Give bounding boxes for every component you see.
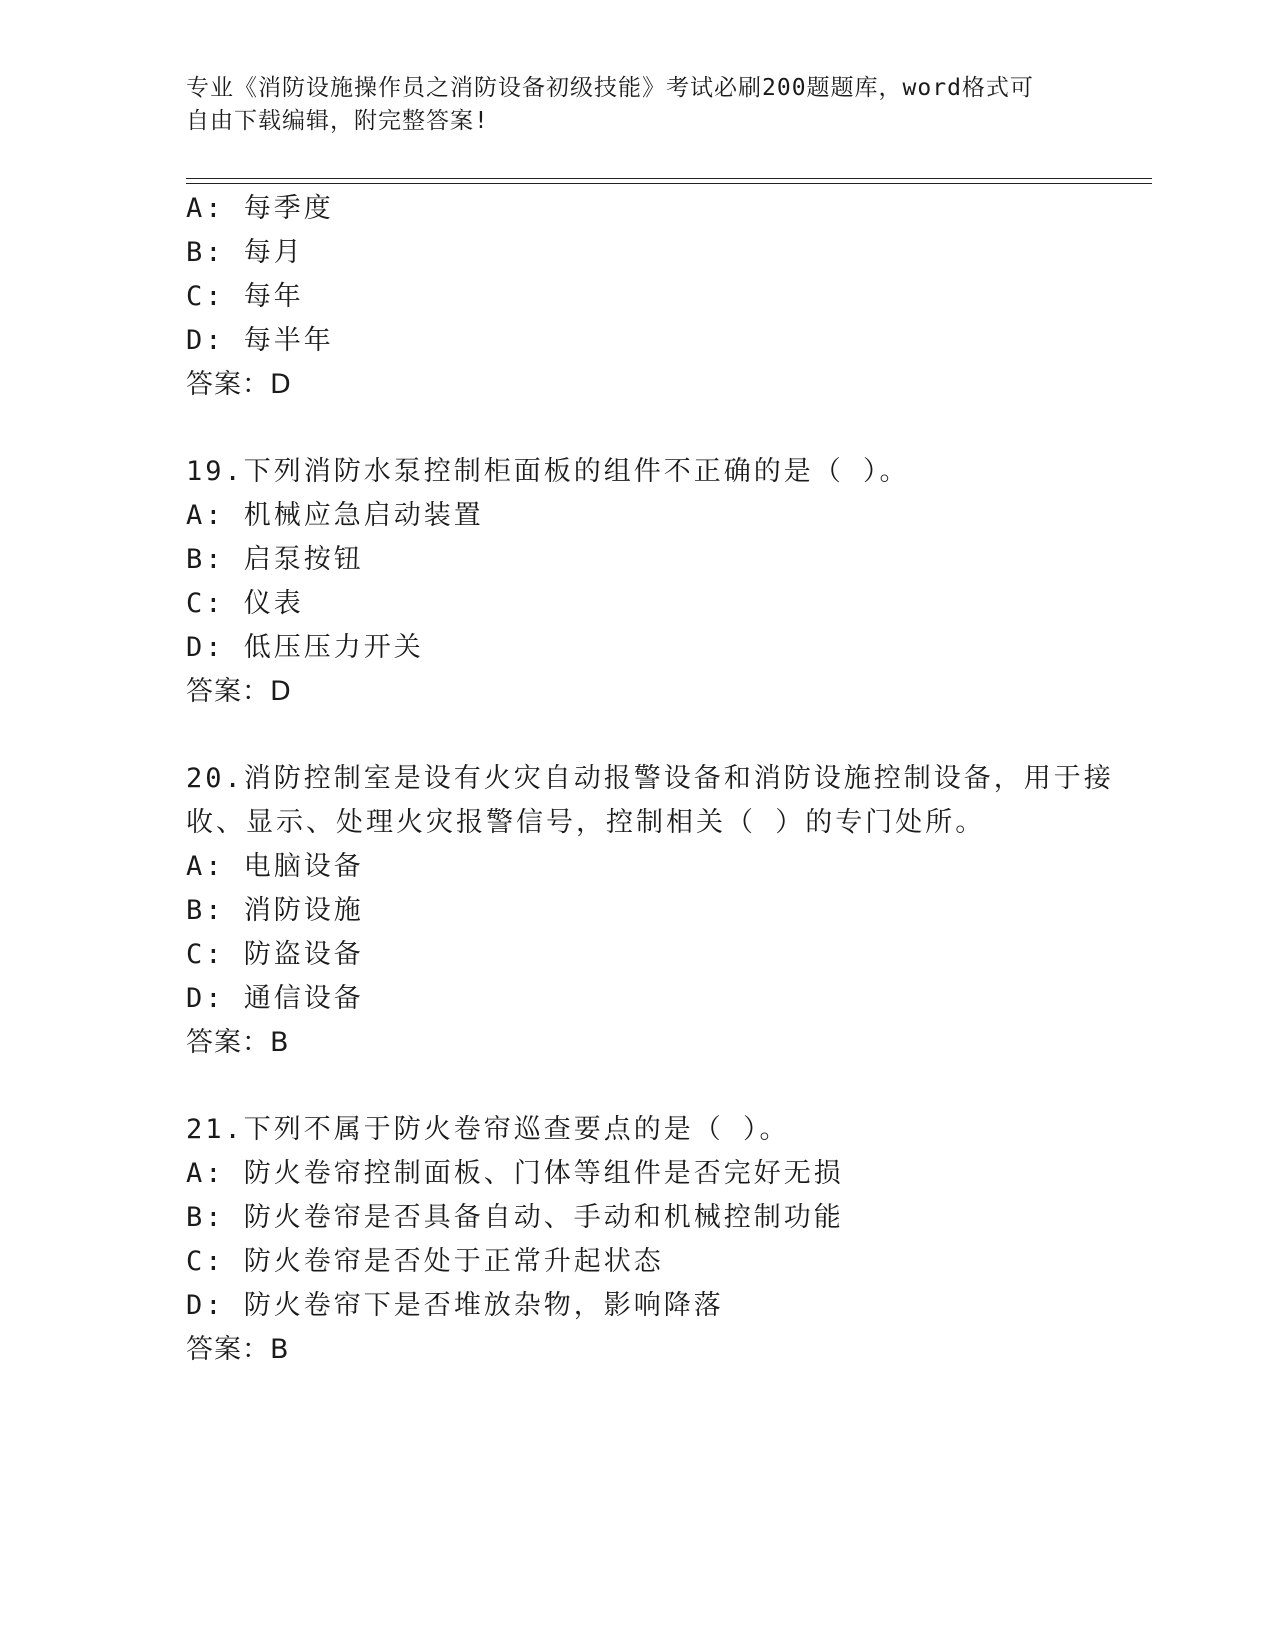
document-header — [186, 72, 1086, 138]
q19-answer: 答案：D — [186, 676, 292, 707]
q20-option-c: C: 防盗设备 — [186, 939, 364, 970]
q18-option-a: A: 每季度 — [186, 193, 334, 224]
q19-option-a: A: 机械应急启动装置 — [186, 500, 484, 531]
header-line-1: 专业《消防设施操作员之消防设备初级技能》考试必刷200题题库，word格式可 — [186, 75, 1034, 101]
q21-option-a: A: 防火卷帘控制面板、门体等组件是否完好无损 — [186, 1158, 844, 1189]
q18-option-d: D: 每半年 — [186, 325, 334, 356]
q21-option-d: D: 防火卷帘下是否堆放杂物，影响降落 — [186, 1290, 724, 1321]
q20-answer: 答案：B — [186, 1027, 290, 1058]
header-divider-bottom — [186, 183, 1152, 184]
q20-option-d: D: 通信设备 — [186, 983, 364, 1014]
q21-stem: 21.下列不属于防火卷帘巡查要点的是（ ）。 — [186, 1114, 790, 1145]
q21-answer: 答案：B — [186, 1334, 290, 1365]
q19-option-d: D: 低压压力开关 — [186, 632, 424, 663]
q20-stem-line-2: 收、显示、处理火灾报警信号，控制相关（ ）的专门处所。 — [186, 807, 986, 838]
q21-option-c: C: 防火卷帘是否处于正常升起状态 — [186, 1246, 664, 1277]
q20-option-b: B: 消防设施 — [186, 895, 364, 926]
q18-option-c: C: 每年 — [186, 281, 304, 312]
q19-option-c: C: 仪表 — [186, 588, 304, 619]
q18-answer: 答案：D — [186, 369, 292, 400]
header-line-2: 自由下载编辑，附完整答案! — [186, 108, 489, 134]
q19-option-b: B: 启泵按钮 — [186, 544, 364, 575]
q20-stem-line-1: 20.消防控制室是设有火灾自动报警设备和消防设施控制设备，用于接 — [186, 763, 1114, 794]
header-divider-top — [186, 178, 1152, 179]
q20-option-a: A: 电脑设备 — [186, 851, 364, 882]
q19-stem: 19.下列消防水泵控制柜面板的组件不正确的是（ ）。 — [186, 456, 910, 487]
q21-option-b: B: 防火卷帘是否具备自动、手动和机械控制功能 — [186, 1202, 844, 1233]
q18-option-b: B: 每月 — [186, 237, 304, 268]
